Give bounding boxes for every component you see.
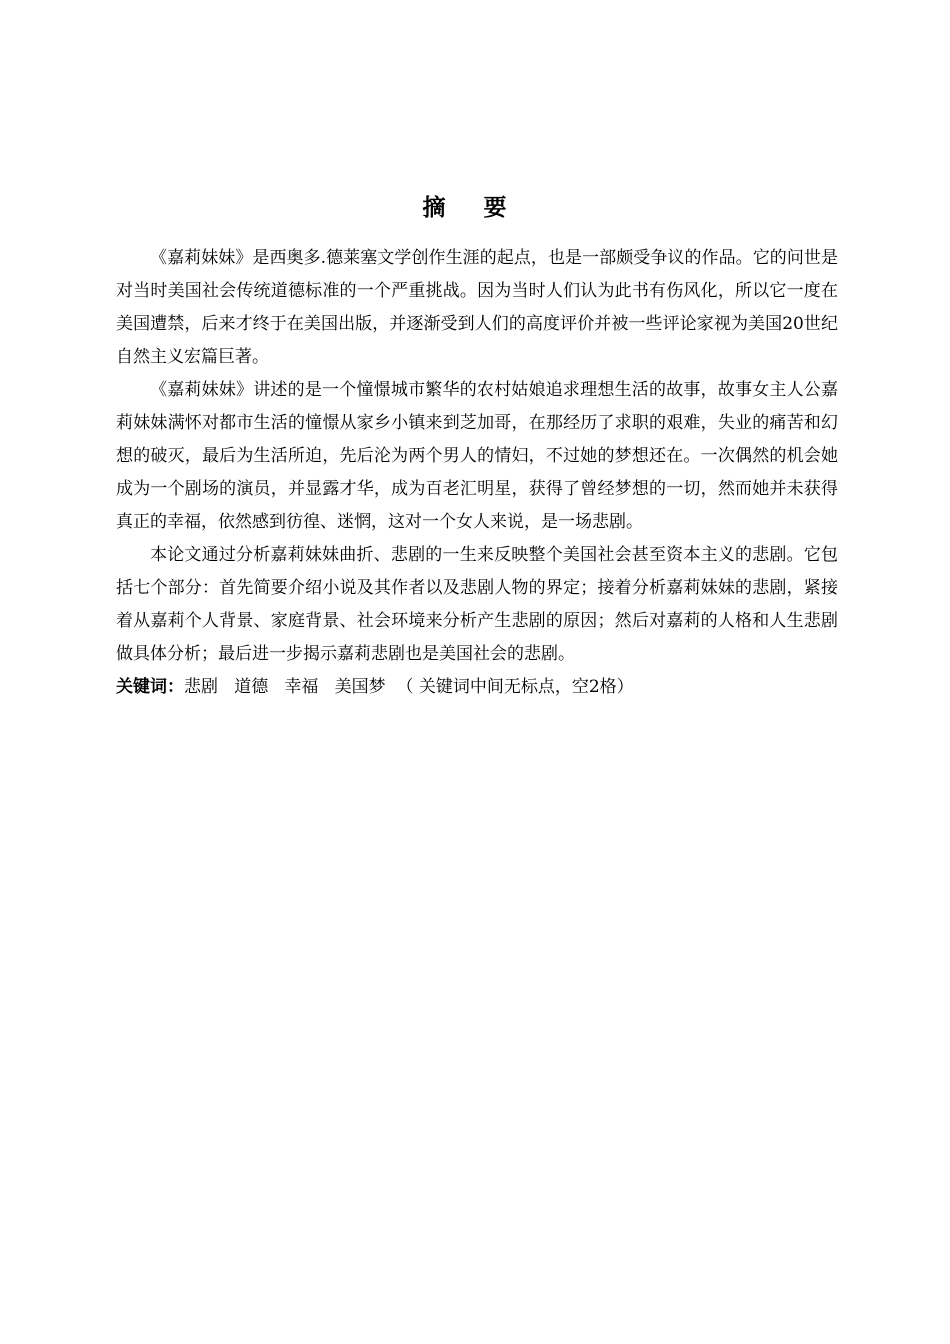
abstract-paragraph-3: 本论文通过分析嘉莉妹妹曲折、悲剧的一生来反映整个美国社会甚至资本主义的悲剧。它包括七个部分：首先简要介绍小说及其作者以及悲剧人物的界定；接着分析嘉莉妹妹的悲剧，紧接着从嘉莉个人背景、家庭背景、社会环境来分析产生悲剧的原因；然后对嘉莉的人格和人生悲剧做具体分析；最后进一步揭示嘉莉悲剧也是美国社会的悲剧。 bbox=[116, 545, 838, 664]
keywords-line bbox=[116, 671, 838, 704]
keywords-label: 关键词： bbox=[116, 677, 184, 697]
abstract-paragraph-2: 《嘉莉妹妹》讲述的是一个憧憬城市繁华的农村姑娘追求理想生活的故事，故事女主人公嘉莉妹妹满怀对都市生活的憧憬从家乡小镇来到芝加哥，在那经历了求职的艰难，失业的痛苦和幻想的破灭，最后为生活所迫，先后沦为两个男人的情妇，不过她的梦想还在。一次偶然的机会她成为一个剧场的演员，并显露才华，成为百老汇明星，获得了曾经梦想的一切，然而她并未获得真正的幸福，依然感到彷徨、迷惘，这对一个女人来说，是一场悲剧。 bbox=[116, 380, 838, 532]
abstract-title: 摘 要 bbox=[422, 195, 522, 221]
abstract-paragraph-1: 《嘉莉妹妹》是西奥多.德莱塞文学创作生涯的起点，也是一部颇受争议的作品。它的问世是对当时美国社会传统道德标准的一个严重挑战。因为当时人们认为此书有伤风化，所以它一度在美国遭禁，后来才终于在美国出版，并逐渐受到人们的高度评价并被一些评论家视为美国20世纪自然主义宏篇巨著。 bbox=[116, 248, 838, 367]
keywords-text: 悲剧 道德 幸福 美国梦 （ 关键词中间无标点，空2格） bbox=[184, 677, 634, 697]
abstract-body bbox=[116, 242, 838, 704]
